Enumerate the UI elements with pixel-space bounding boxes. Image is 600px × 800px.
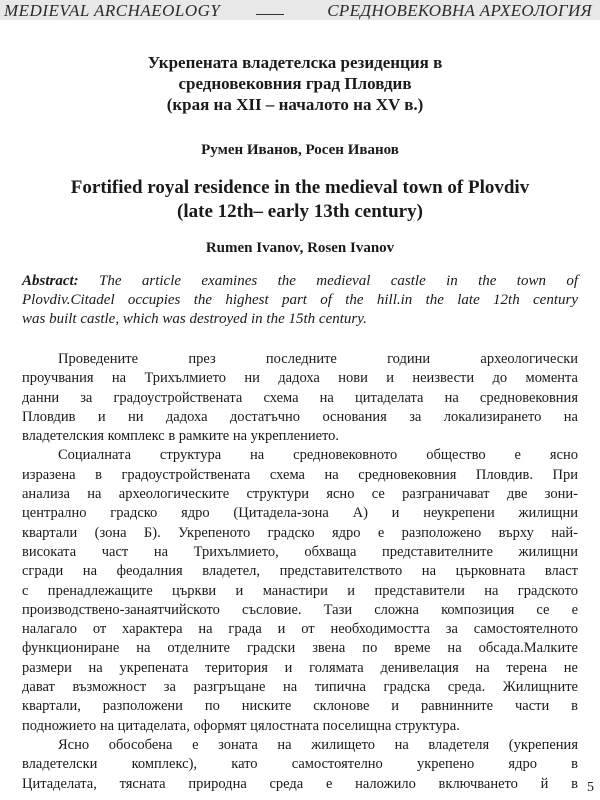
paragraph-line: производствено-занаятчийското съсловие. Тази сложна композиция се е (22, 601, 578, 618)
abstract (22, 272, 578, 329)
title-bg-line: (края на XII – началото на XV в.) (166, 95, 424, 114)
paragraph-line: размери на укрепената територия и голямата денивелация на терена не (22, 659, 578, 676)
article-title-bulgarian (60, 52, 530, 122)
abstract-line (22, 272, 578, 291)
page-number: 5 (587, 780, 594, 795)
paragraph-line: данни за градоустройствената схема на цитаделата на средновековния (22, 389, 578, 406)
paragraph-line: владетелски комплекс), като самостоятелно укрепено ядро в (22, 756, 578, 773)
paragraph-line: владетелския комплекс в рамките на укреплението. (22, 428, 340, 445)
paragraph-line: Ясно обособена е зоната на жилището на владетеля (укрепения (58, 736, 578, 753)
running-header-journal-en: MEDIEVAL ARCHAEOLOGY (4, 1, 221, 20)
paragraph-line: сгради на феодалния владетел, представителството на църковната власт (22, 563, 578, 580)
title-en-line: Fortified royal residence in the medieval town of Plovdiv (70, 177, 530, 198)
paragraph-line: с пренадлежащите църкви и манастири и представители на градското (22, 582, 578, 599)
paragraph-line: налагало от характера на града и от необходимостта за самостоятелното (22, 621, 578, 638)
paragraph-line: анализа на археологическите структури ясно се разграничават две зони- (22, 486, 578, 503)
running-header-rule (256, 14, 284, 15)
paragraph-line: Социалната структура на средновековното общество е ясно (58, 447, 578, 464)
paragraph-line: дават възможност за разгръщане на типична градска среда. Жилищните (22, 679, 578, 696)
authors-english: Rumen Ivanov, Rosen Ivanov (205, 240, 395, 256)
title-bg-line: Укрепената владетелска резиденция в (147, 53, 443, 72)
abstract-line: Plovdiv.Citadel occupies the highest part of the hill.in the late 12th century (22, 292, 578, 308)
paragraph-line: квартали, разположени по ниските склонове и равнинните части в (22, 698, 578, 715)
running-header (0, 0, 600, 20)
running-header-journal-bg: СРЕДНОВЕКОВНА АРХЕОЛОГИЯ (327, 1, 592, 20)
paragraph-line: централно градско ядро (Цитадела-зона А) и неукрепени жилищни (22, 505, 578, 522)
paragraph-line: проучвания на Трихълмието ни дадоха нови и неизвести до момента (22, 370, 578, 387)
authors-bulgarian: Румен Иванов, Росен Иванов (201, 142, 399, 158)
title-bg-line: средновековния град Пловдив (178, 74, 412, 93)
paragraph-line: изразена в градоустройствената схема на средновековния Пловдив. При (22, 466, 578, 483)
paragraph-line: Проведените през последните години археологически (58, 351, 578, 367)
title-en-line: (late 12th– early 13th century) (177, 201, 423, 222)
abstract-line: was built castle, which was destroyed in the 15th century. (22, 311, 367, 327)
article-title-english (30, 176, 570, 224)
body-text (22, 350, 578, 794)
abstract-label: Abstract: (22, 273, 79, 289)
paragraph-line: Пловдив и ни дадоха достатъчно основания за локализирането на (22, 408, 578, 425)
abstract-text: The article examines the medieval castle in the town of (78, 273, 578, 289)
paragraph-line: Цитаделата, тясната природна среда е наложило включването й в (22, 775, 578, 792)
paragraph-line: подножието на цитаделата, оформят цялостната поселищна структура. (22, 717, 460, 734)
paragraph-line: функциониране на отделните градски звена по време на обсада.Малките (22, 640, 578, 657)
paragraph-line: квартали (зона Б). Укрепеното градско ядро е разположено върху най- (22, 524, 578, 541)
paragraph-line: високата част на Трихълмието, обхваща представителните жилищни (22, 543, 578, 560)
